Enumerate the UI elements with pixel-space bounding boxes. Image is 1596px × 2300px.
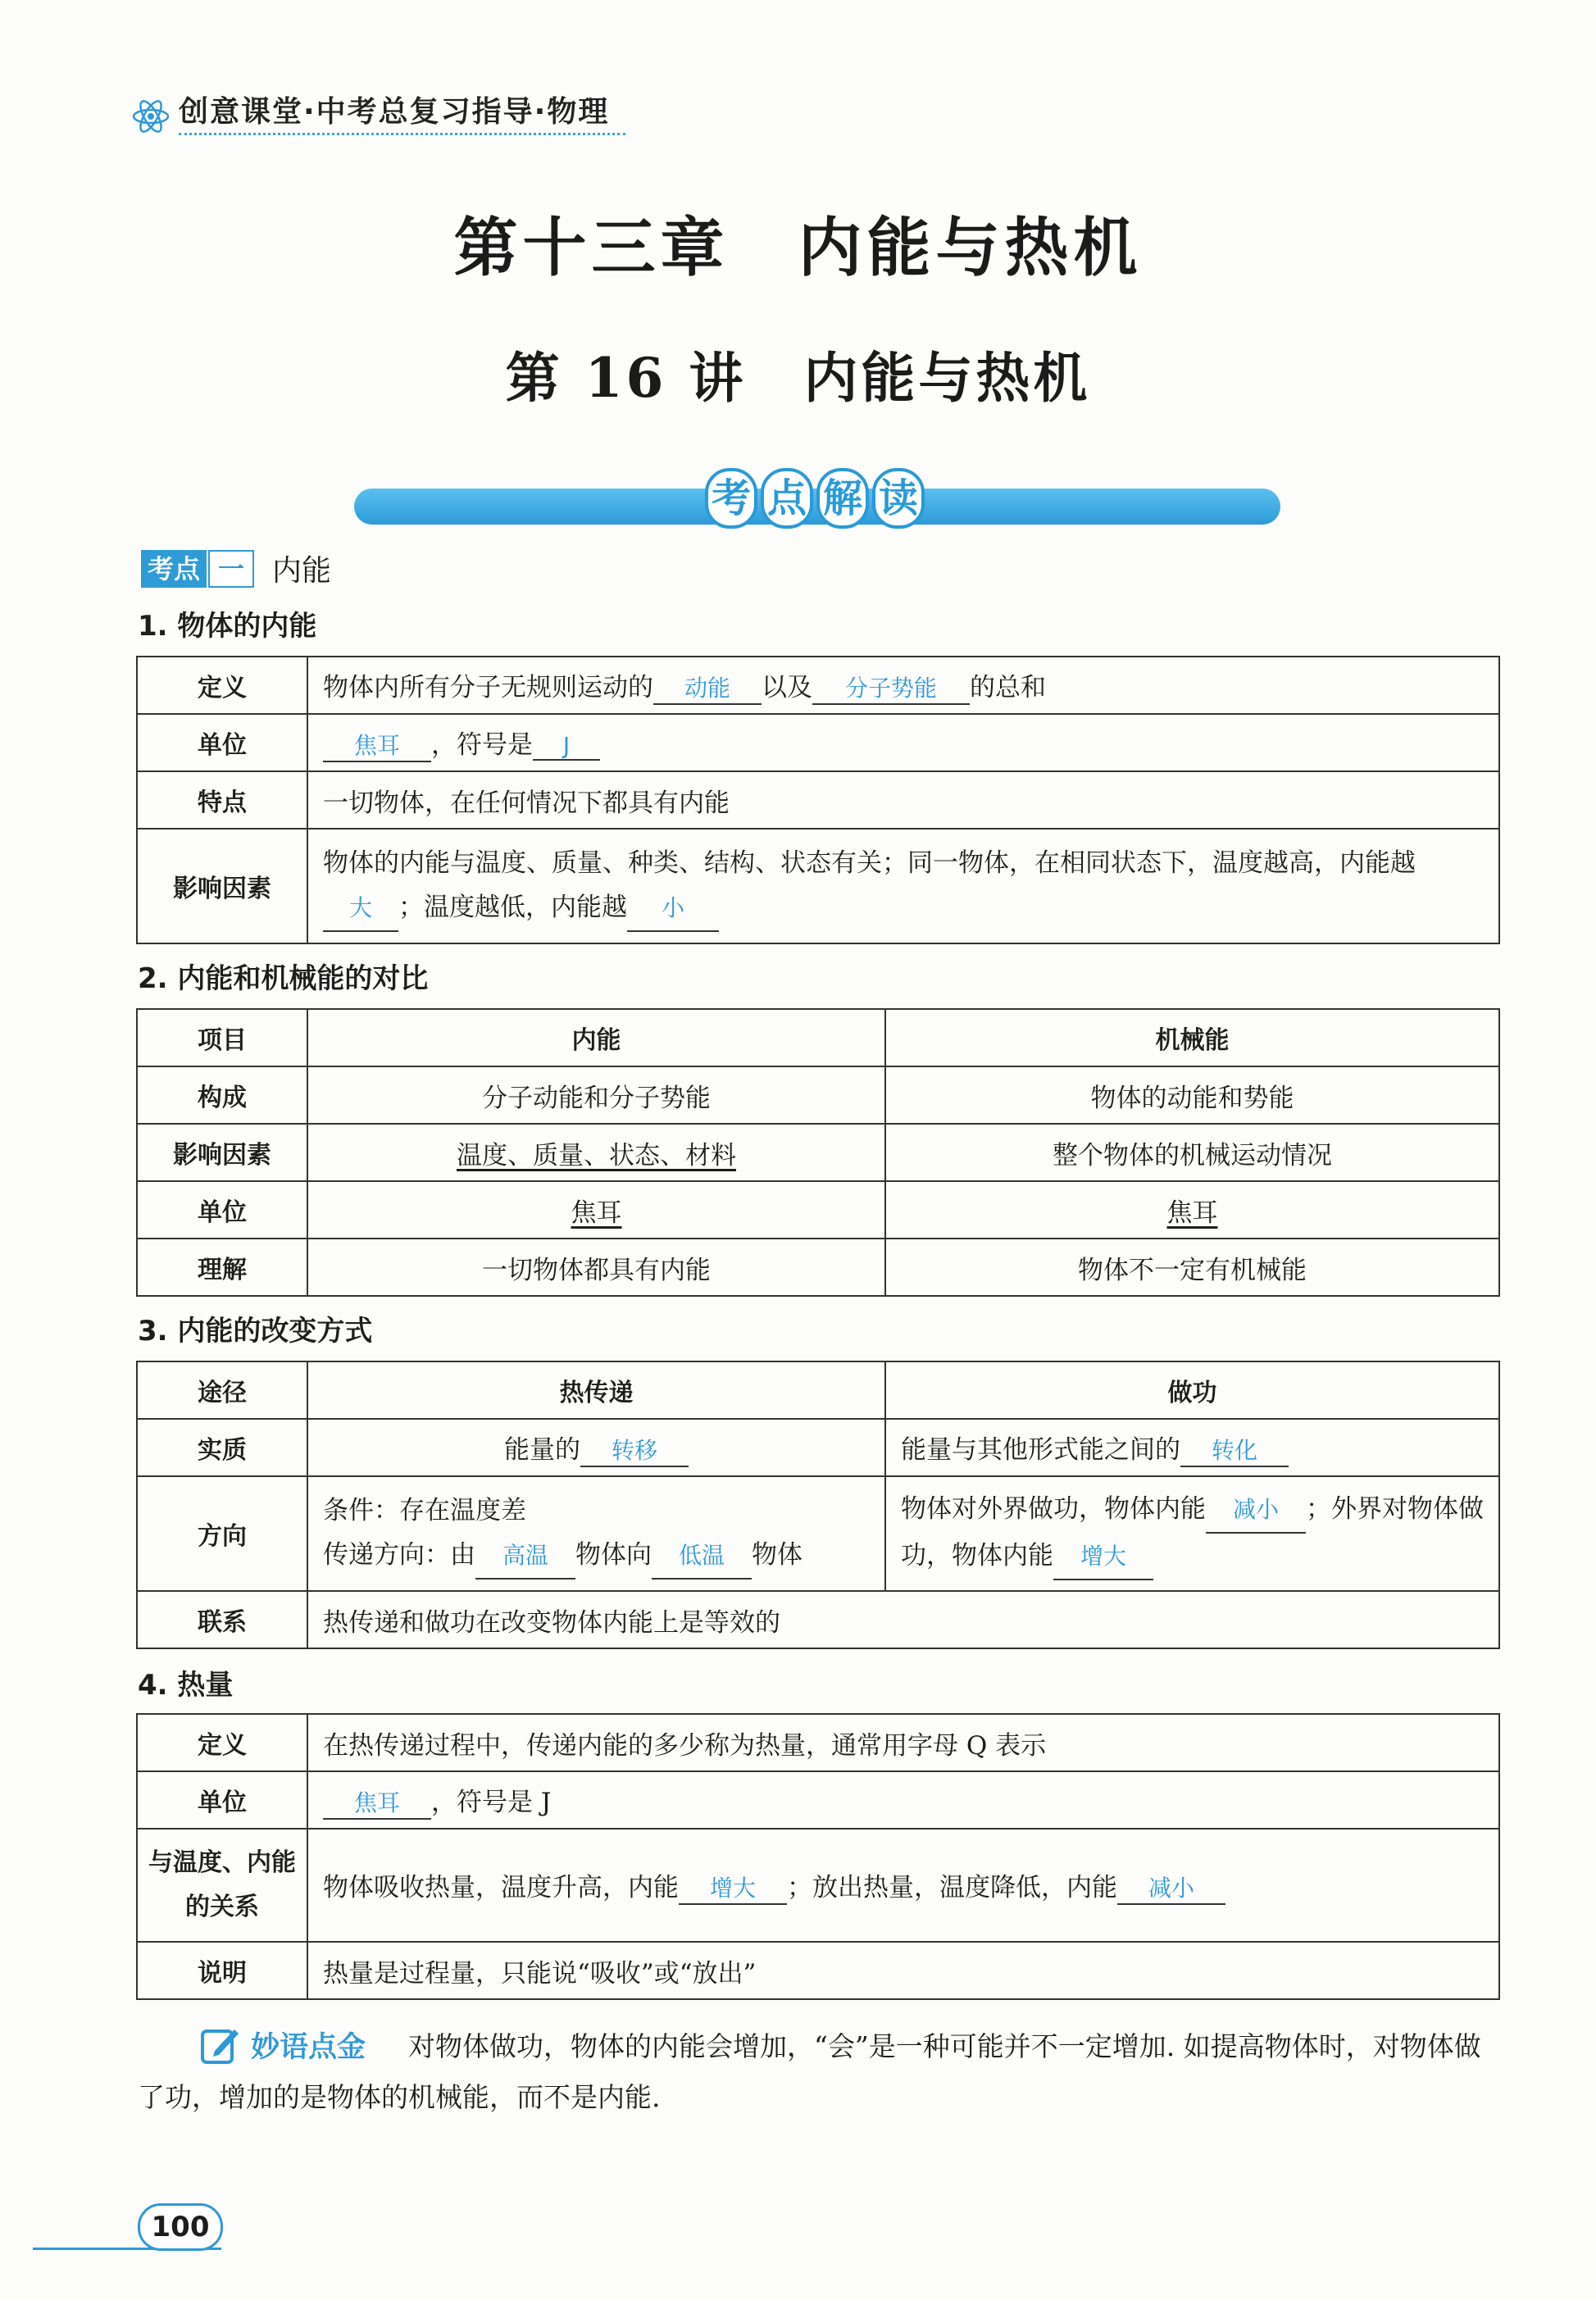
row-label: 说明 xyxy=(137,1942,307,1999)
table-cell: 整个物体的机械运动情况 xyxy=(885,1124,1499,1181)
table-row xyxy=(137,1591,1499,1648)
column-header: 项目 xyxy=(137,1009,307,1066)
banner-char: 解 xyxy=(816,468,869,529)
row-content xyxy=(307,1771,1499,1829)
heat-table xyxy=(136,1713,1500,2000)
table-cell: 物体的动能和势能 xyxy=(885,1066,1499,1124)
text: ；放出热量，温度降低，内能 xyxy=(787,1872,1117,1902)
energy-change-table xyxy=(136,1361,1500,1649)
text: ；温度越低，内能越 xyxy=(398,892,627,922)
table-row xyxy=(137,1476,1499,1591)
banner-char: 考 xyxy=(705,468,757,529)
table-row xyxy=(137,1829,1499,1942)
atom-icon xyxy=(131,97,171,136)
row-content xyxy=(307,714,1499,771)
table-cell: 一切物体都具有内能 xyxy=(307,1239,885,1296)
banner-char: 读 xyxy=(872,468,925,529)
table-cell xyxy=(307,1181,885,1239)
answer-blank: 动能 xyxy=(653,670,762,705)
answer-blank: 小 xyxy=(627,886,719,932)
table-cell xyxy=(885,1476,1499,1591)
column-header: 内能 xyxy=(307,1009,885,1066)
text: 能量与其他形式能之间的 xyxy=(901,1434,1180,1465)
table-cell: 物体不一定有机械能 xyxy=(885,1239,1499,1296)
chapter-title: 第十三章 内能与热机 xyxy=(453,211,1143,285)
row-content xyxy=(307,829,1499,943)
row-label: 单位 xyxy=(137,1771,307,1829)
answer-blank: J xyxy=(533,732,600,761)
table-cell xyxy=(885,1181,1499,1239)
answer-blank: 增大 xyxy=(679,1870,787,1905)
text: 的关系 xyxy=(185,1893,259,1921)
text: 条件：存在温度差 xyxy=(323,1495,526,1525)
table-cell xyxy=(307,1419,885,1476)
underlined-text: 焦耳 xyxy=(571,1198,622,1228)
text: 物体向 xyxy=(575,1539,652,1570)
tip-label: 妙语点金 xyxy=(251,2031,366,2064)
table-row xyxy=(137,1942,1499,1999)
text: 能量的 xyxy=(504,1434,580,1465)
table-cell: 热传递和做功在改变物体内能上是等效的 xyxy=(307,1591,1499,1648)
table-cell: 分子动能和分子势能 xyxy=(307,1066,885,1124)
text: ；外界对物体做功，物体内能 xyxy=(901,1494,1484,1570)
table-row xyxy=(137,771,1499,829)
answer-blank: 大 xyxy=(323,886,398,932)
column-header: 机械能 xyxy=(885,1009,1499,1066)
text: 物体内所有分子无规则运动的 xyxy=(323,672,653,702)
underlined-text: 温度、质量、状态、材料 xyxy=(457,1140,736,1170)
text: 物体对外界做功，物体内能 xyxy=(901,1494,1206,1524)
answer-blank: 减小 xyxy=(1117,1870,1225,1905)
section-1-title: 1. 物体的内能 xyxy=(138,610,317,643)
text: 物体 xyxy=(752,1539,803,1570)
lecture-title: 第 16 讲 内能与热机 xyxy=(505,346,1091,410)
row-label: 方向 xyxy=(137,1476,307,1591)
section-2-title: 2. 内能和机械能的对比 xyxy=(138,962,429,995)
answer-blank: 低温 xyxy=(652,1534,752,1580)
table-cell xyxy=(885,1419,1499,1476)
banner-title xyxy=(705,464,925,533)
answer-blank: 分子势能 xyxy=(812,670,970,705)
text: ，符号是 xyxy=(431,730,533,760)
section-4-title: 4. 热量 xyxy=(138,1669,234,1702)
answer-blank: 增大 xyxy=(1053,1534,1153,1580)
table-row xyxy=(137,714,1499,771)
column-header: 做功 xyxy=(885,1361,1499,1419)
table-cell xyxy=(307,1476,885,1591)
row-content: 在热传递过程中，传递内能的多少称为热量，通常用字母 Q 表示 xyxy=(307,1714,1499,1771)
row-content xyxy=(307,1829,1499,1942)
section-3-title: 3. 内能的改变方式 xyxy=(138,1315,373,1348)
row-label: 定义 xyxy=(137,1714,307,1771)
table-row xyxy=(137,1066,1499,1124)
answer-blank: 减小 xyxy=(1206,1488,1306,1534)
column-header: 途径 xyxy=(137,1361,307,1419)
row-label: 影响因素 xyxy=(137,829,307,943)
row-label: 特点 xyxy=(137,771,307,829)
answer-blank: 转化 xyxy=(1180,1433,1289,1467)
answer-blank: 转移 xyxy=(580,1433,689,1467)
answer-blank: 焦耳 xyxy=(323,1785,431,1820)
internal-energy-table xyxy=(136,656,1500,944)
table-row xyxy=(137,1239,1499,1296)
table-row xyxy=(137,1124,1499,1181)
row-label: 影响因素 xyxy=(137,1124,307,1181)
text: 物体吸收热量，温度升高，内能 xyxy=(323,1872,679,1902)
row-label: 单位 xyxy=(137,714,307,771)
page-number: 100 xyxy=(138,2203,223,2251)
text: 以及 xyxy=(762,672,812,702)
header-divider xyxy=(179,133,625,135)
row-label xyxy=(137,1829,307,1942)
kaodian-title: 内能 xyxy=(272,554,332,588)
table-row xyxy=(137,657,1499,714)
text: 物体的内能与温度、质量、种类、结构、状态有关；同一物体，在相同状态下，温度越高，内能越 xyxy=(323,848,1416,878)
pencil-note-icon xyxy=(200,2025,241,2066)
text: ，符号是 J xyxy=(431,1787,552,1817)
underlined-text: 焦耳 xyxy=(1166,1198,1218,1228)
row-content xyxy=(307,657,1499,714)
table-row xyxy=(137,829,1499,943)
kaodian-heading xyxy=(141,548,331,589)
text: 与温度、内能 xyxy=(148,1848,296,1877)
comparison-table xyxy=(136,1008,1500,1297)
row-label: 构成 xyxy=(137,1066,307,1124)
row-content: 热量是过程量，只能说“吸收”或“放出” xyxy=(307,1942,1499,1999)
table-row xyxy=(137,1714,1499,1771)
kaodian-char: 考 xyxy=(148,552,175,584)
answer-blank: 焦耳 xyxy=(323,728,431,762)
kaodian-char: 点 xyxy=(174,552,201,584)
answer-blank: 高温 xyxy=(475,1534,575,1580)
row-label: 实质 xyxy=(137,1419,307,1476)
kaodian-badge xyxy=(141,550,207,588)
table-header-row xyxy=(137,1361,1499,1419)
text: 的总和 xyxy=(970,672,1046,702)
row-label: 单位 xyxy=(137,1181,307,1239)
row-label: 联系 xyxy=(137,1591,307,1648)
table-row xyxy=(137,1771,1499,1829)
table-row xyxy=(137,1419,1499,1476)
series-title: 创意课堂·中考总复习指导·物理 xyxy=(179,95,610,129)
row-content: 一切物体，在任何情况下都具有内能 xyxy=(307,771,1499,829)
table-cell xyxy=(307,1124,885,1181)
column-header: 热传递 xyxy=(307,1361,885,1419)
tip-text: 对物体做功，物体的内能会增加，“会”是一种可能并不一定增加. 如提高物体时，对物体做了功，增加的是物体的机械能，而不是内能. xyxy=(138,2030,1481,2113)
table-header-row xyxy=(137,1009,1499,1066)
banner-char: 点 xyxy=(761,468,813,529)
table-row xyxy=(137,1181,1499,1239)
row-label: 理解 xyxy=(137,1239,307,1296)
kaodian-number: 一 xyxy=(208,550,254,588)
text: 传递方向：由 xyxy=(323,1539,475,1570)
row-label: 定义 xyxy=(137,657,307,714)
